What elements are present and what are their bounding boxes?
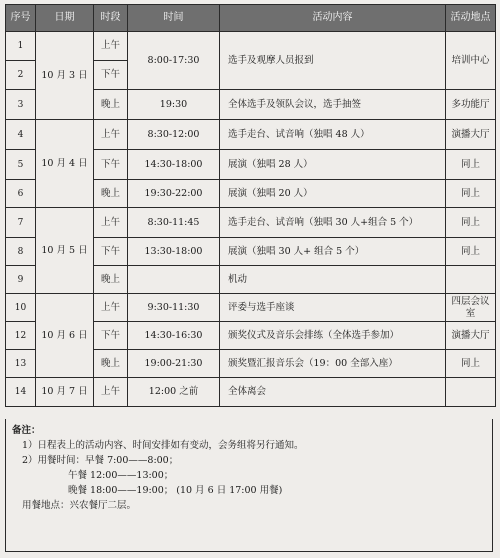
period-cell: 上午 [94,120,128,150]
period-cell: 晚上 [94,180,128,208]
location-cell [446,266,496,294]
table-row [6,294,496,322]
location-cell: 四层会议室 [446,294,496,322]
seq-cell: 9 [6,266,36,294]
activity-cell: 全体选手及领队会议，选手抽签 [220,90,446,120]
seq-cell: 10 [6,294,36,322]
period-cell: 晚上 [94,350,128,378]
table-row [6,208,496,238]
time-cell: 8:00-17:30 [128,32,220,90]
seq-cell: 1 [6,32,36,61]
time-cell: 19:30-22:00 [128,180,220,208]
period-cell: 上午 [94,378,128,407]
location-cell: 同上 [446,150,496,180]
header-time: 时间 [128,5,220,32]
date-cell: 10 月 3 日 [36,32,94,120]
table-row [6,32,496,61]
time-cell: 13:30-18:00 [128,238,220,266]
date-cell: 10 月 7 日 [36,378,94,407]
header-location: 活动地点 [446,5,496,32]
activity-cell: 颁奖暨汇报音乐会（19：00 全部入座） [220,350,446,378]
table-row [6,120,496,150]
period-cell: 下午 [94,150,128,180]
header-seq: 序号 [6,5,36,32]
seq-cell: 2 [6,61,36,90]
seq-cell: 12 [6,322,36,350]
date-cell: 10 月 6 日 [36,294,94,378]
time-cell [128,266,220,294]
date-cell: 10 月 5 日 [36,208,94,294]
seq-cell: 13 [6,350,36,378]
period-cell: 上午 [94,208,128,238]
activity-cell: 选手及观摩人员报到 [220,32,446,90]
period-cell: 下午 [94,61,128,90]
seq-cell: 6 [6,180,36,208]
time-cell: 19:00-21:30 [128,350,220,378]
seq-cell: 14 [6,378,36,407]
header-date: 日期 [36,5,94,32]
note-line-3: 午餐 12:00——13:00； [68,470,174,481]
location-cell: 培训中心 [446,32,496,90]
time-cell: 12:00 之前 [128,378,220,407]
note-line-2: 2）用餐时间：早餐 7:00——8:00； [22,455,179,466]
activity-cell: 展演（独唱 28 人） [220,150,446,180]
note-line-1: 1）日程表上的活动内容、时间安排如有变动，会务组将另行通知。 [22,440,304,451]
time-cell: 8:30-12:00 [128,120,220,150]
activity-cell: 展演（独唱 20 人） [220,180,446,208]
note-line-5: 用餐地点：兴农餐厅二层。 [22,500,137,511]
activity-cell: 机动 [220,266,446,294]
seq-cell: 8 [6,238,36,266]
table-row [6,378,496,407]
period-cell: 晚上 [94,266,128,294]
time-cell: 9:30-11:30 [128,294,220,322]
schedule-table [5,4,496,407]
period-cell: 下午 [94,238,128,266]
seq-cell: 4 [6,120,36,150]
notes-section [5,419,493,552]
activity-cell: 全体离会 [220,378,446,407]
activity-cell: 评委与选手座谈 [220,294,446,322]
time-cell: 14:30-18:00 [128,150,220,180]
activity-cell: 选手走台、试音响（独唱 30 人+组合 5 个） [220,208,446,238]
activity-cell: 展演（独唱 30 人+ 组合 5 个） [220,238,446,266]
period-cell: 下午 [94,322,128,350]
time-cell: 8:30-11:45 [128,208,220,238]
period-cell: 晚上 [94,90,128,120]
location-cell: 同上 [446,238,496,266]
activity-cell: 颁奖仪式及音乐会排练（全体选手参加） [220,322,446,350]
location-cell: 演播大厅 [446,120,496,150]
period-cell: 上午 [94,294,128,322]
location-cell: 演播大厅 [446,322,496,350]
seq-cell: 7 [6,208,36,238]
notes-title: 备注： [12,425,41,436]
location-cell: 同上 [446,180,496,208]
location-cell: 同上 [446,208,496,238]
time-cell: 19:30 [128,90,220,120]
period-cell: 上午 [94,32,128,61]
location-cell: 同上 [446,350,496,378]
seq-cell: 3 [6,90,36,120]
header-period: 时段 [94,5,128,32]
location-cell: 多功能厅 [446,90,496,120]
activity-cell: 选手走台、试音响（独唱 48 人） [220,120,446,150]
date-cell: 10 月 4 日 [36,120,94,208]
seq-cell: 5 [6,150,36,180]
note-line-4: 晚餐 18:00——19:00； (10 月 6 日 17:00 用餐) [68,485,283,496]
header-row [6,5,496,32]
header-activity: 活动内容 [220,5,446,32]
location-cell [446,378,496,407]
time-cell: 14:30-16:30 [128,322,220,350]
